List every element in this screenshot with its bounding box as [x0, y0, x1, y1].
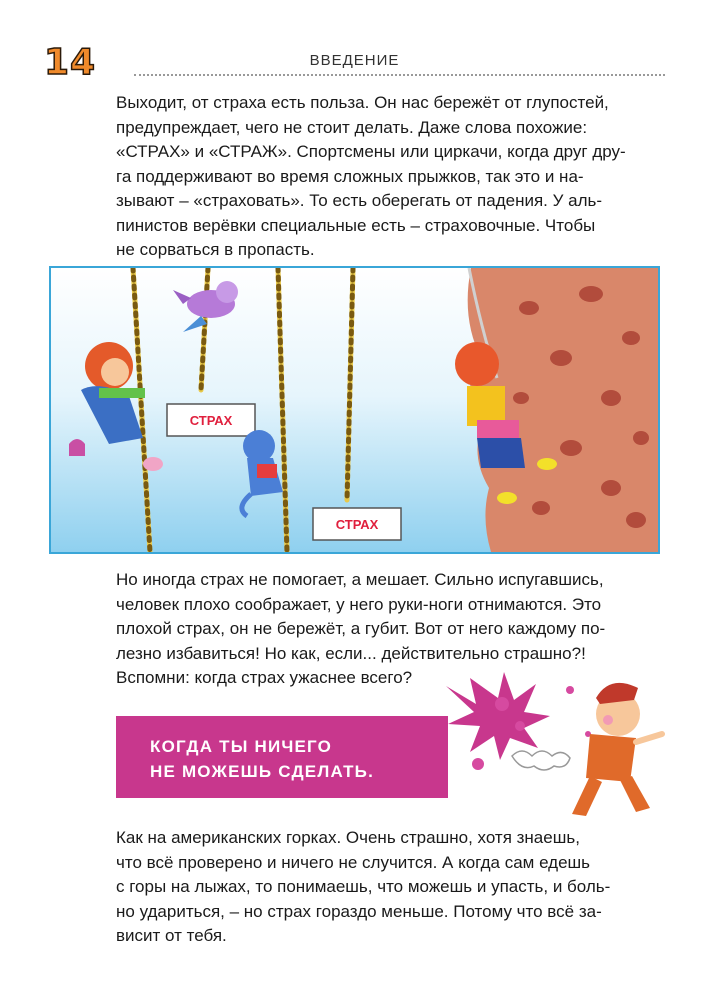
fear-sign-left: [167, 404, 255, 436]
paragraph-roller-coaster: [116, 826, 662, 949]
text-line: с горы на лыжах, то понимаешь, что можешь и упасть, и боль-: [116, 877, 611, 896]
sign-label: СТРАХ: [335, 517, 379, 532]
page-number: 14: [44, 42, 97, 83]
dust-cloud: [512, 751, 570, 770]
text-line: Но иногда страх не помогает, а мешает. Сильно испугавшись,: [116, 570, 604, 589]
answer-banner: [116, 716, 448, 798]
text-line: плохой страх, он не бережёт, а губит. Вот от него каждому по-: [116, 619, 606, 638]
pink-splash: [446, 672, 550, 760]
text-line: Выходит, от страха есть польза. Он нас бережёт от глупостей,: [116, 93, 609, 112]
text-line: Вспомни: когда страх ужаснее всего?: [116, 668, 413, 687]
text-line: не сорваться в пропасть.: [116, 240, 315, 259]
text-line: что всё проверено и ничего не случится. А когда сам едешь: [116, 852, 591, 872]
banner-line: НЕ МОЖЕШЬ СДЕЛАТЬ.: [150, 762, 375, 781]
running-boy: [572, 683, 662, 816]
text-line: Как на американских горках. Очень страшно, хотя знаешь,: [116, 828, 580, 847]
text-line: пинистов верёвки специальные есть – страховочные. Чтобы: [116, 215, 596, 235]
text-line: зывают – «страховать». То есть оберегать от падения. У аль-: [116, 191, 603, 210]
paragraph-intro: [116, 91, 662, 263]
text-line: лезно избавиться! Но как, если... действительно страшно?!: [116, 643, 586, 663]
section-title: ВВЕДЕНИЕ: [309, 52, 400, 69]
running-boy-illustration: [440, 664, 665, 829]
text-line: предупреждает, чего не стоит делать. Даже слова похожие:: [116, 117, 588, 137]
text-line: га поддерживают во время сложных прыжков, так это и на-: [116, 166, 584, 186]
header-dotted-rule: [134, 74, 665, 76]
text-line: но удариться, – но страх гораздо меньше. Потому что всё за-: [116, 901, 602, 921]
text-line: «СТРАХ» и «СТРАЖ». Спортсмены или циркачи, когда друг дру-: [116, 142, 626, 161]
climbing-illustration: [49, 266, 660, 554]
text-line: человек плохо соображает, у него руки-ноги отнимаются. Это: [116, 594, 602, 614]
sign-label: СТРАХ: [189, 413, 233, 428]
text-line: висит от тебя.: [116, 926, 227, 945]
fear-sign-right: [313, 508, 401, 540]
banner-line: КОГДА ТЫ НИЧЕГО: [150, 737, 333, 756]
